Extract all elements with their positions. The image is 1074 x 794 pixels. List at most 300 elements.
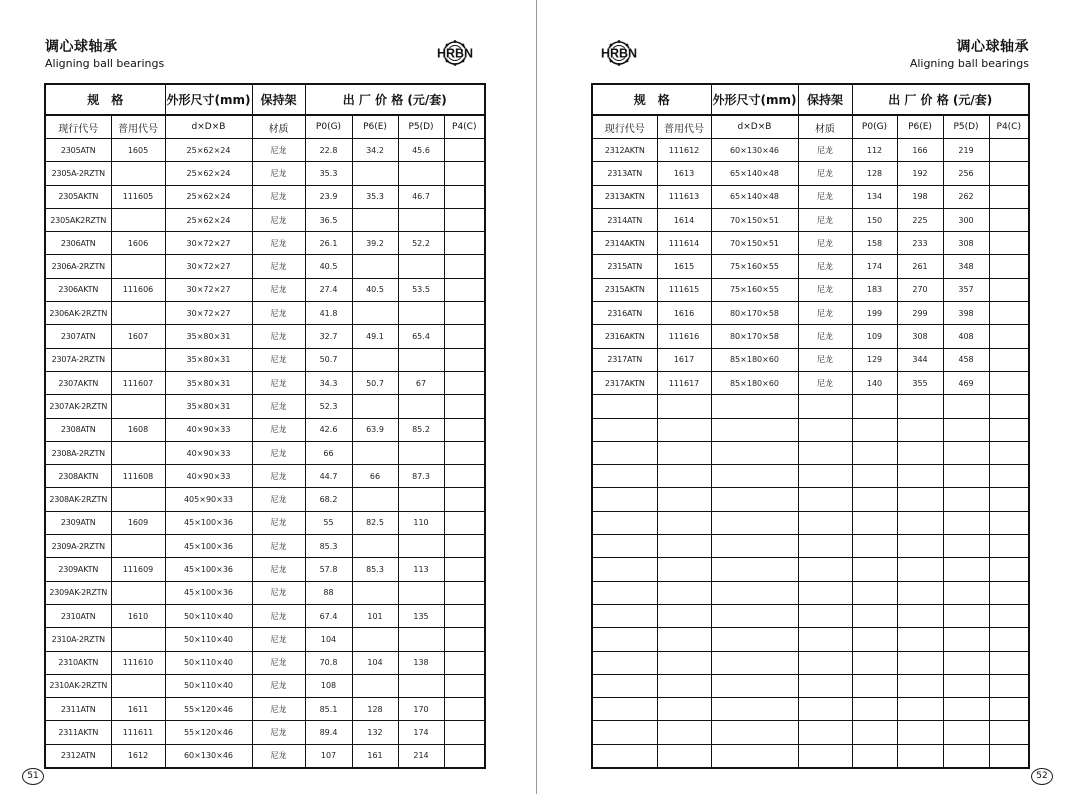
cell-price-p0: 174 <box>852 255 897 278</box>
cell-dimensions <box>711 535 798 558</box>
cell-common-code: 111611 <box>111 721 165 744</box>
cell-cage-material: 尼龙 <box>798 348 852 371</box>
cell-dimensions: 75×160×55 <box>711 278 798 301</box>
cell-price-p6: 66 <box>352 465 398 488</box>
table-row <box>45 698 485 721</box>
cell-dimensions: 65×140×48 <box>711 185 798 208</box>
table-row <box>45 232 485 255</box>
cell-price-p5 <box>943 441 989 464</box>
cell-common-code <box>657 698 711 721</box>
cell-dimensions: 45×100×36 <box>165 511 252 534</box>
cell-cage-material: 尼龙 <box>798 162 852 185</box>
cell-dimensions <box>711 651 798 674</box>
cell-price-p6 <box>897 535 943 558</box>
bearing-price-table-right <box>591 83 1030 769</box>
cell-price-p6 <box>352 162 398 185</box>
cell-price-p5: 46.7 <box>398 185 444 208</box>
cell-price-p0: 27.4 <box>305 278 352 301</box>
subheader-p5: P5(D) <box>943 115 989 139</box>
table-row <box>592 535 1029 558</box>
cell-bearing-code <box>592 744 657 768</box>
cell-common-code: 111608 <box>111 465 165 488</box>
table-row <box>592 698 1029 721</box>
cell-bearing-code: 2312ATN <box>45 744 111 768</box>
cell-cage-material: 尼龙 <box>252 604 305 627</box>
cell-dimensions: 85×180×60 <box>711 371 798 394</box>
cell-price-p4 <box>444 535 485 558</box>
cell-dimensions: 75×160×55 <box>711 255 798 278</box>
cell-dimensions: 80×170×58 <box>711 302 798 325</box>
cell-dimensions: 30×72×27 <box>165 302 252 325</box>
cell-price-p4 <box>989 371 1029 394</box>
cell-price-p4 <box>444 441 485 464</box>
cell-price-p4 <box>989 535 1029 558</box>
cell-dimensions: 30×72×27 <box>165 278 252 301</box>
cell-common-code <box>111 674 165 697</box>
cell-bearing-code: 2307A-2RZTN <box>45 348 111 371</box>
cell-price-p6 <box>352 628 398 651</box>
cell-cage-material: 尼龙 <box>252 558 305 581</box>
cell-dimensions <box>711 674 798 697</box>
cell-price-p6 <box>352 208 398 231</box>
cell-price-p0: 23.9 <box>305 185 352 208</box>
cell-price-p4 <box>989 232 1029 255</box>
cell-bearing-code <box>592 674 657 697</box>
cell-price-p4 <box>989 721 1029 744</box>
cell-dimensions: 405×90×33 <box>165 488 252 511</box>
cell-price-p5 <box>943 511 989 534</box>
cell-common-code <box>657 535 711 558</box>
cell-price-p6 <box>352 674 398 697</box>
cell-bearing-code <box>592 651 657 674</box>
cell-cage-material: 尼龙 <box>798 371 852 394</box>
cell-price-p5 <box>943 698 989 721</box>
cell-dimensions: 35×80×31 <box>165 395 252 418</box>
cell-price-p6: 161 <box>352 744 398 768</box>
cell-common-code <box>111 255 165 278</box>
cell-bearing-code: 2313AKTN <box>592 185 657 208</box>
cell-cage-material: 尼龙 <box>252 139 305 162</box>
cell-price-p5: 67 <box>398 371 444 394</box>
cell-price-p6 <box>352 255 398 278</box>
cell-bearing-code: 2306AK-2RZTN <box>45 302 111 325</box>
cell-bearing-code: 2313ATN <box>592 162 657 185</box>
cell-price-p5 <box>943 628 989 651</box>
cell-cage-material <box>798 744 852 768</box>
cell-price-p5 <box>398 488 444 511</box>
cell-price-p5 <box>398 628 444 651</box>
cell-price-p0 <box>852 698 897 721</box>
cell-common-code <box>111 488 165 511</box>
cell-cage-material: 尼龙 <box>252 465 305 488</box>
cell-price-p0 <box>852 441 897 464</box>
cell-price-p0: 50.7 <box>305 348 352 371</box>
cell-price-p0: 40.5 <box>305 255 352 278</box>
cell-cage-material: 尼龙 <box>798 325 852 348</box>
table-row <box>592 488 1029 511</box>
cell-dimensions: 40×90×33 <box>165 441 252 464</box>
table-row <box>45 302 485 325</box>
cell-cage-material <box>798 441 852 464</box>
cell-bearing-code: 2317ATN <box>592 348 657 371</box>
cell-price-p5 <box>398 674 444 697</box>
cell-common-code: 1609 <box>111 511 165 534</box>
cell-common-code: 1606 <box>111 232 165 255</box>
cell-price-p4 <box>444 395 485 418</box>
cell-price-p6: 50.7 <box>352 371 398 394</box>
cell-dimensions <box>711 441 798 464</box>
cell-dimensions <box>711 418 798 441</box>
cell-price-p0: 199 <box>852 302 897 325</box>
cell-price-p0: 183 <box>852 278 897 301</box>
cell-price-p0 <box>852 581 897 604</box>
cell-price-p4 <box>989 511 1029 534</box>
cell-common-code <box>657 465 711 488</box>
cell-price-p0 <box>852 511 897 534</box>
cell-dimensions <box>711 698 798 721</box>
cell-bearing-code: 2310AK-2RZTN <box>45 674 111 697</box>
cell-price-p4 <box>989 628 1029 651</box>
cell-common-code: 111613 <box>657 185 711 208</box>
cell-price-p0: 68.2 <box>305 488 352 511</box>
cell-common-code: 111606 <box>111 278 165 301</box>
cell-cage-material: 尼龙 <box>252 628 305 651</box>
cell-price-p6 <box>352 302 398 325</box>
table-row <box>45 535 485 558</box>
cell-common-code <box>657 744 711 768</box>
cell-cage-material: 尼龙 <box>798 139 852 162</box>
cell-price-p6 <box>897 511 943 534</box>
cell-price-p6 <box>897 488 943 511</box>
cell-price-p4 <box>989 744 1029 768</box>
cell-price-p0: 85.3 <box>305 535 352 558</box>
cell-common-code: 111614 <box>657 232 711 255</box>
cell-common-code <box>657 418 711 441</box>
cell-common-code <box>657 488 711 511</box>
header-spec: 规 格 <box>592 84 711 115</box>
cell-common-code <box>111 441 165 464</box>
cell-bearing-code: 2305AK2RZTN <box>45 208 111 231</box>
cell-price-p6: 40.5 <box>352 278 398 301</box>
cell-dimensions: 70×150×51 <box>711 232 798 255</box>
cell-price-p4 <box>444 651 485 674</box>
page-number-right: 52 <box>1031 768 1053 785</box>
left-page <box>0 0 536 794</box>
cell-price-p0: 22.8 <box>305 139 352 162</box>
table-row <box>592 511 1029 534</box>
subheader-common-code: 普用代号 <box>111 115 165 139</box>
cell-price-p4 <box>989 348 1029 371</box>
cell-price-p4 <box>989 162 1029 185</box>
subheader-p0: P0(G) <box>305 115 352 139</box>
page-title-en: Aligning ball bearings <box>909 57 1029 70</box>
cell-price-p4 <box>989 465 1029 488</box>
cell-bearing-code: 2308A-2RZTN <box>45 441 111 464</box>
cell-price-p6: 166 <box>897 139 943 162</box>
hrbn-logo <box>595 38 643 68</box>
cell-cage-material <box>798 488 852 511</box>
cell-price-p5 <box>943 581 989 604</box>
cell-dimensions: 85×180×60 <box>711 348 798 371</box>
cell-price-p4 <box>989 674 1029 697</box>
cell-price-p5 <box>943 535 989 558</box>
cell-price-p6 <box>897 674 943 697</box>
cell-cage-material <box>798 698 852 721</box>
page-title-en: Aligning ball bearings <box>45 57 165 70</box>
cell-bearing-code <box>592 721 657 744</box>
cell-bearing-code <box>592 698 657 721</box>
cell-price-p0: 104 <box>305 628 352 651</box>
table-row <box>45 465 485 488</box>
cell-price-p0: 70.8 <box>305 651 352 674</box>
table-row <box>45 651 485 674</box>
subheader-p6: P6(E) <box>897 115 943 139</box>
cell-price-p5: 138 <box>398 651 444 674</box>
cell-common-code <box>111 535 165 558</box>
cell-dimensions: 40×90×33 <box>165 418 252 441</box>
cell-cage-material: 尼龙 <box>252 698 305 721</box>
cell-dimensions: 60×130×46 <box>711 139 798 162</box>
cell-price-p5: 256 <box>943 162 989 185</box>
cell-dimensions: 65×140×48 <box>711 162 798 185</box>
cell-cage-material: 尼龙 <box>252 302 305 325</box>
cell-common-code <box>657 441 711 464</box>
cell-price-p4 <box>444 511 485 534</box>
cell-cage-material <box>798 674 852 697</box>
cell-cage-material: 尼龙 <box>252 371 305 394</box>
cell-dimensions <box>711 488 798 511</box>
cell-common-code: 1605 <box>111 139 165 162</box>
cell-price-p6: 49.1 <box>352 325 398 348</box>
cell-price-p5 <box>398 535 444 558</box>
cell-price-p5 <box>943 721 989 744</box>
cell-price-p6: 261 <box>897 255 943 278</box>
cell-common-code <box>111 162 165 185</box>
svg-text:HRBN: HRBN <box>436 46 474 61</box>
cell-bearing-code: 2305ATN <box>45 139 111 162</box>
cell-price-p4 <box>444 139 485 162</box>
cell-dimensions: 45×100×36 <box>165 558 252 581</box>
cell-cage-material <box>798 511 852 534</box>
cell-dimensions: 50×110×40 <box>165 628 252 651</box>
cell-price-p4 <box>989 325 1029 348</box>
table-row <box>592 674 1029 697</box>
cell-price-p0 <box>852 488 897 511</box>
cell-price-p0: 32.7 <box>305 325 352 348</box>
cell-price-p6 <box>352 488 398 511</box>
subheader-p4: P4(C) <box>989 115 1029 139</box>
cell-dimensions: 45×100×36 <box>165 581 252 604</box>
cell-cage-material <box>798 581 852 604</box>
cell-common-code: 111609 <box>111 558 165 581</box>
cell-cage-material <box>798 558 852 581</box>
cell-bearing-code: 2310ATN <box>45 604 111 627</box>
cell-price-p6: 344 <box>897 348 943 371</box>
cell-price-p5: 174 <box>398 721 444 744</box>
cell-cage-material: 尼龙 <box>798 255 852 278</box>
subheader-current-code: 现行代号 <box>45 115 111 139</box>
table-row <box>45 558 485 581</box>
cell-price-p6 <box>897 628 943 651</box>
table-row <box>592 604 1029 627</box>
table-row <box>592 721 1029 744</box>
cell-price-p6 <box>352 395 398 418</box>
table-row <box>592 418 1029 441</box>
cell-dimensions <box>711 465 798 488</box>
cell-price-p5 <box>398 581 444 604</box>
cell-price-p4 <box>444 628 485 651</box>
cell-dimensions <box>711 395 798 418</box>
cell-dimensions: 25×62×24 <box>165 208 252 231</box>
cell-common-code: 1610 <box>111 604 165 627</box>
cell-price-p0: 150 <box>852 208 897 231</box>
cell-common-code <box>111 395 165 418</box>
cell-price-p6: 39.2 <box>352 232 398 255</box>
cell-dimensions: 70×150×51 <box>711 208 798 231</box>
cell-bearing-code <box>592 418 657 441</box>
table-row <box>45 441 485 464</box>
cell-price-p0: 109 <box>852 325 897 348</box>
cell-price-p0: 134 <box>852 185 897 208</box>
cell-price-p0: 158 <box>852 232 897 255</box>
table-row <box>45 581 485 604</box>
cell-common-code <box>657 628 711 651</box>
cell-cage-material: 尼龙 <box>252 721 305 744</box>
cell-price-p6 <box>897 721 943 744</box>
cell-bearing-code <box>592 465 657 488</box>
cell-dimensions <box>711 744 798 768</box>
cell-price-p5: 469 <box>943 371 989 394</box>
cell-bearing-code: 2315AKTN <box>592 278 657 301</box>
cell-dimensions: 80×170×58 <box>711 325 798 348</box>
cell-price-p4 <box>444 581 485 604</box>
cell-price-p0: 57.8 <box>305 558 352 581</box>
cell-price-p4 <box>989 698 1029 721</box>
cell-cage-material: 尼龙 <box>252 535 305 558</box>
cell-price-p5: 357 <box>943 278 989 301</box>
cell-dimensions: 35×80×31 <box>165 325 252 348</box>
cell-price-p4 <box>444 488 485 511</box>
table-row <box>592 628 1029 651</box>
subheader-p4: P4(C) <box>444 115 485 139</box>
cell-price-p6: 63.9 <box>352 418 398 441</box>
cell-price-p0 <box>852 651 897 674</box>
subheader-dxDxB: d×D×B <box>711 115 798 139</box>
cell-cage-material: 尼龙 <box>252 418 305 441</box>
cell-price-p4 <box>444 721 485 744</box>
cell-price-p0: 85.1 <box>305 698 352 721</box>
cell-price-p0 <box>852 465 897 488</box>
cell-price-p6: 85.3 <box>352 558 398 581</box>
table-row <box>592 139 1029 162</box>
table-row <box>45 744 485 768</box>
cell-bearing-code: 2316AKTN <box>592 325 657 348</box>
cell-price-p5 <box>398 255 444 278</box>
table-row <box>45 418 485 441</box>
cell-cage-material: 尼龙 <box>798 185 852 208</box>
cell-cage-material: 尼龙 <box>252 511 305 534</box>
cell-price-p5: 300 <box>943 208 989 231</box>
cell-cage-material: 尼龙 <box>252 325 305 348</box>
cell-price-p5 <box>943 604 989 627</box>
cell-price-p6 <box>897 744 943 768</box>
table-row <box>45 488 485 511</box>
cell-common-code <box>111 208 165 231</box>
cell-dimensions: 25×62×24 <box>165 162 252 185</box>
cell-price-p6 <box>897 395 943 418</box>
cell-common-code <box>657 604 711 627</box>
cell-cage-material <box>798 604 852 627</box>
cell-bearing-code: 2307AK-2RZTN <box>45 395 111 418</box>
cell-price-p5 <box>943 674 989 697</box>
table-row <box>45 139 485 162</box>
cell-dimensions: 50×110×40 <box>165 604 252 627</box>
cell-bearing-code: 2312AKTN <box>592 139 657 162</box>
cell-price-p5: 262 <box>943 185 989 208</box>
header-spec: 规 格 <box>45 84 165 115</box>
cell-cage-material <box>798 418 852 441</box>
cell-common-code <box>657 651 711 674</box>
cell-common-code <box>657 674 711 697</box>
cell-price-p5: 87.3 <box>398 465 444 488</box>
page-number-left: 51 <box>22 768 44 785</box>
cell-price-p4 <box>444 162 485 185</box>
cell-price-p5: 170 <box>398 698 444 721</box>
cell-common-code: 111605 <box>111 185 165 208</box>
cell-cage-material: 尼龙 <box>252 441 305 464</box>
cell-price-p6: 128 <box>352 698 398 721</box>
table-row <box>45 208 485 231</box>
cell-price-p0: 66 <box>305 441 352 464</box>
cell-price-p4 <box>444 208 485 231</box>
cell-price-p6 <box>352 441 398 464</box>
cell-cage-material: 尼龙 <box>252 674 305 697</box>
cell-dimensions: 40×90×33 <box>165 465 252 488</box>
cell-price-p0: 41.8 <box>305 302 352 325</box>
cell-price-p6 <box>352 535 398 558</box>
cell-price-p5 <box>943 395 989 418</box>
cell-cage-material: 尼龙 <box>252 348 305 371</box>
cell-bearing-code: 2308AKTN <box>45 465 111 488</box>
cell-dimensions: 25×62×24 <box>165 139 252 162</box>
table-row <box>592 278 1029 301</box>
cell-cage-material: 尼龙 <box>798 278 852 301</box>
cell-common-code: 1613 <box>657 162 711 185</box>
cell-common-code <box>111 302 165 325</box>
cell-price-p5: 110 <box>398 511 444 534</box>
cell-bearing-code: 2311AKTN <box>45 721 111 744</box>
hrbn-logo <box>431 38 479 68</box>
cell-bearing-code: 2317AKTN <box>592 371 657 394</box>
subheader-common-code: 普用代号 <box>657 115 711 139</box>
cell-price-p6: 35.3 <box>352 185 398 208</box>
table-row <box>592 208 1029 231</box>
cell-price-p0: 44.7 <box>305 465 352 488</box>
cell-bearing-code: 2305AKTN <box>45 185 111 208</box>
cell-price-p4 <box>989 139 1029 162</box>
cell-price-p0: 112 <box>852 139 897 162</box>
cell-dimensions <box>711 604 798 627</box>
cell-price-p0 <box>852 418 897 441</box>
cell-dimensions: 55×120×46 <box>165 721 252 744</box>
cell-bearing-code: 2314ATN <box>592 208 657 231</box>
cell-dimensions: 25×62×24 <box>165 185 252 208</box>
cell-cage-material: 尼龙 <box>252 651 305 674</box>
cell-bearing-code: 2310AKTN <box>45 651 111 674</box>
table-row <box>592 255 1029 278</box>
cell-common-code <box>111 628 165 651</box>
cell-dimensions <box>711 721 798 744</box>
